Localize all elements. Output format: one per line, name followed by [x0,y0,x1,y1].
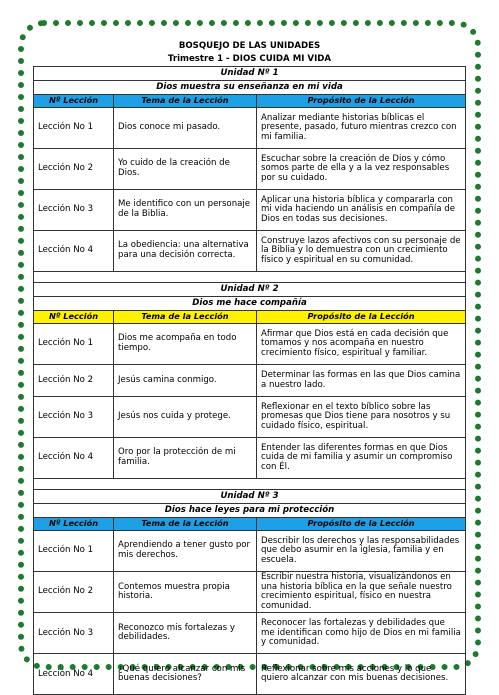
cell-leccion: Lección No 3 [34,190,114,231]
cell-proposito: Entender las diferentes formas en que Dios cuida de mi familia y asumir un compromiso con Él. [257,438,466,479]
column-header-row [34,518,466,531]
cell-leccion: Lección No 2 [34,572,114,613]
cell-leccion: Lección No 4 [34,438,114,479]
column-header-row [34,311,466,324]
table-row [34,572,466,613]
cell-tema: Yo cuido de la creación de Dios. [114,149,257,190]
cell-leccion: Lección No 1 [34,108,114,149]
unit-label-row [34,490,466,504]
table-row [34,531,466,572]
cell-leccion: Lección No 3 [34,613,114,654]
table-row [34,438,466,479]
table-row [34,613,466,654]
col-header-proposito: Propósito de la Lección [257,95,466,108]
unit-label: Unidad Nº 3 [34,490,466,504]
cell-proposito: Aplicar una historia bíblica y compararla con mi vida haciendo un análisis en compañía de Dios en todas sus decisiones. [257,190,466,231]
document-subtitle: Trimestre 1 - DIOS CUIDA MI VIDA [167,54,332,64]
cell-proposito: Construye lazos afectivos con su personaje de la Biblia y lo demuestra con un crecimiento físico y espiritual en su comunidad. [257,231,466,272]
col-header-tema: Tema de la Lección [114,95,257,108]
cell-tema: La obediencia: una alternativa para una decisión correcta. [114,231,257,272]
unit-title: Dios me hace compañía [34,297,466,311]
document-title: BOSQUEJO DE LAS UNIDADES [178,41,321,51]
cell-leccion: Lección No 3 [34,397,114,438]
cell-leccion: Lección No 2 [34,149,114,190]
table-row [34,108,466,149]
cell-proposito: Reflexionar sobre mis acciones y lo que quiero alcanzar con mis buenas decisiones. [257,654,466,695]
col-header-proposito: Propósito de la Lección [257,311,466,324]
cell-tema: Jesús nos cuida y protege. [114,397,257,438]
cell-tema: Reconozco mis fortalezas y debilidades. [114,613,257,654]
cell-proposito: Reconocer las fortalezas y debilidades que me identifican como hijo de Dios en mi familia y comunidad. [257,613,466,654]
spacer-row [34,272,466,283]
spacer-row [34,479,466,490]
cell-proposito: Analizar mediante historias bíblicas el presente, pasado, futuro mientras crezco con mi familia. [257,108,466,149]
col-header-tema: Tema de la Lección [114,518,257,531]
cell-tema: Dios conoce mi pasado. [114,108,257,149]
unit-label-row [34,283,466,297]
col-header-proposito: Propósito de la Lección [257,518,466,531]
cell-tema: Me identifico con un personaje de la Biblia. [114,190,257,231]
column-header-row [34,95,466,108]
cell-leccion: Lección No 2 [34,365,114,397]
col-header-tema: Tema de la Lección [114,311,257,324]
cell-proposito: Determinar las formas en las que Dios camina a nuestro lado. [257,365,466,397]
table-row [34,365,466,397]
unit-label-row [34,67,466,81]
table-row [34,149,466,190]
cell-proposito: Escribir nuestra historia, visualizándonos en una historia bíblica en la que señale nuestro crecimiento espiritual, físico en nuestra comunidad. [257,572,466,613]
cell-tema: Oro por la protección de mi familia. [114,438,257,479]
table-row [34,397,466,438]
cell-leccion: Lección No 4 [34,654,114,695]
unit-title-row [34,504,466,518]
cell-proposito: Escuchar sobre la creación de Dios y cómo somos parte de ella y a la vez responsables por su cuidado. [257,149,466,190]
unit-title: Dios hace leyes para mi protección [34,504,466,518]
cell-leccion: Lección No 4 [34,231,114,272]
cell-leccion: Lección No 1 [34,324,114,365]
cell-tema: ¿Qué quiero alcanzar con mis buenas decisiones? [114,654,257,695]
cell-tema: Aprendiendo a tener gusto por mis derechos. [114,531,257,572]
col-header-leccion: Nº Lección [34,95,114,108]
cell-proposito: Reflexionar en el texto bíblico sobre las promesas que Dios tiene para nosotros y su cuidado físico, espiritual. [257,397,466,438]
unit-label: Unidad Nº 1 [34,67,466,81]
table-row [34,190,466,231]
table-row [34,231,466,272]
cell-tema: Contemos muestra propia historia. [114,572,257,613]
cell-tema: Dios me acompaña en todo tiempo. [114,324,257,365]
unit-label: Unidad Nº 2 [34,283,466,297]
unit-title: Dios muestra su enseñanza en mi vida [34,81,466,95]
units-outline-table [33,66,466,695]
col-header-leccion: Nº Lección [34,311,114,324]
col-header-leccion: Nº Lección [34,518,114,531]
table-row [34,654,466,695]
table-row [34,324,466,365]
unit-title-row [34,297,466,311]
cell-leccion: Lección No 1 [34,531,114,572]
cell-tema: Jesús camina conmigo. [114,365,257,397]
unit-title-row [34,81,466,95]
cell-proposito: Afirmar que Dios está en cada decisión que tomamos y nos acompaña en nuestro crecimiento físico, espiritual y familiar. [257,324,466,365]
cell-proposito: Describir los derechos y las responsabilidades que debo asumir en la iglesia, familia y en escuela. [257,531,466,572]
